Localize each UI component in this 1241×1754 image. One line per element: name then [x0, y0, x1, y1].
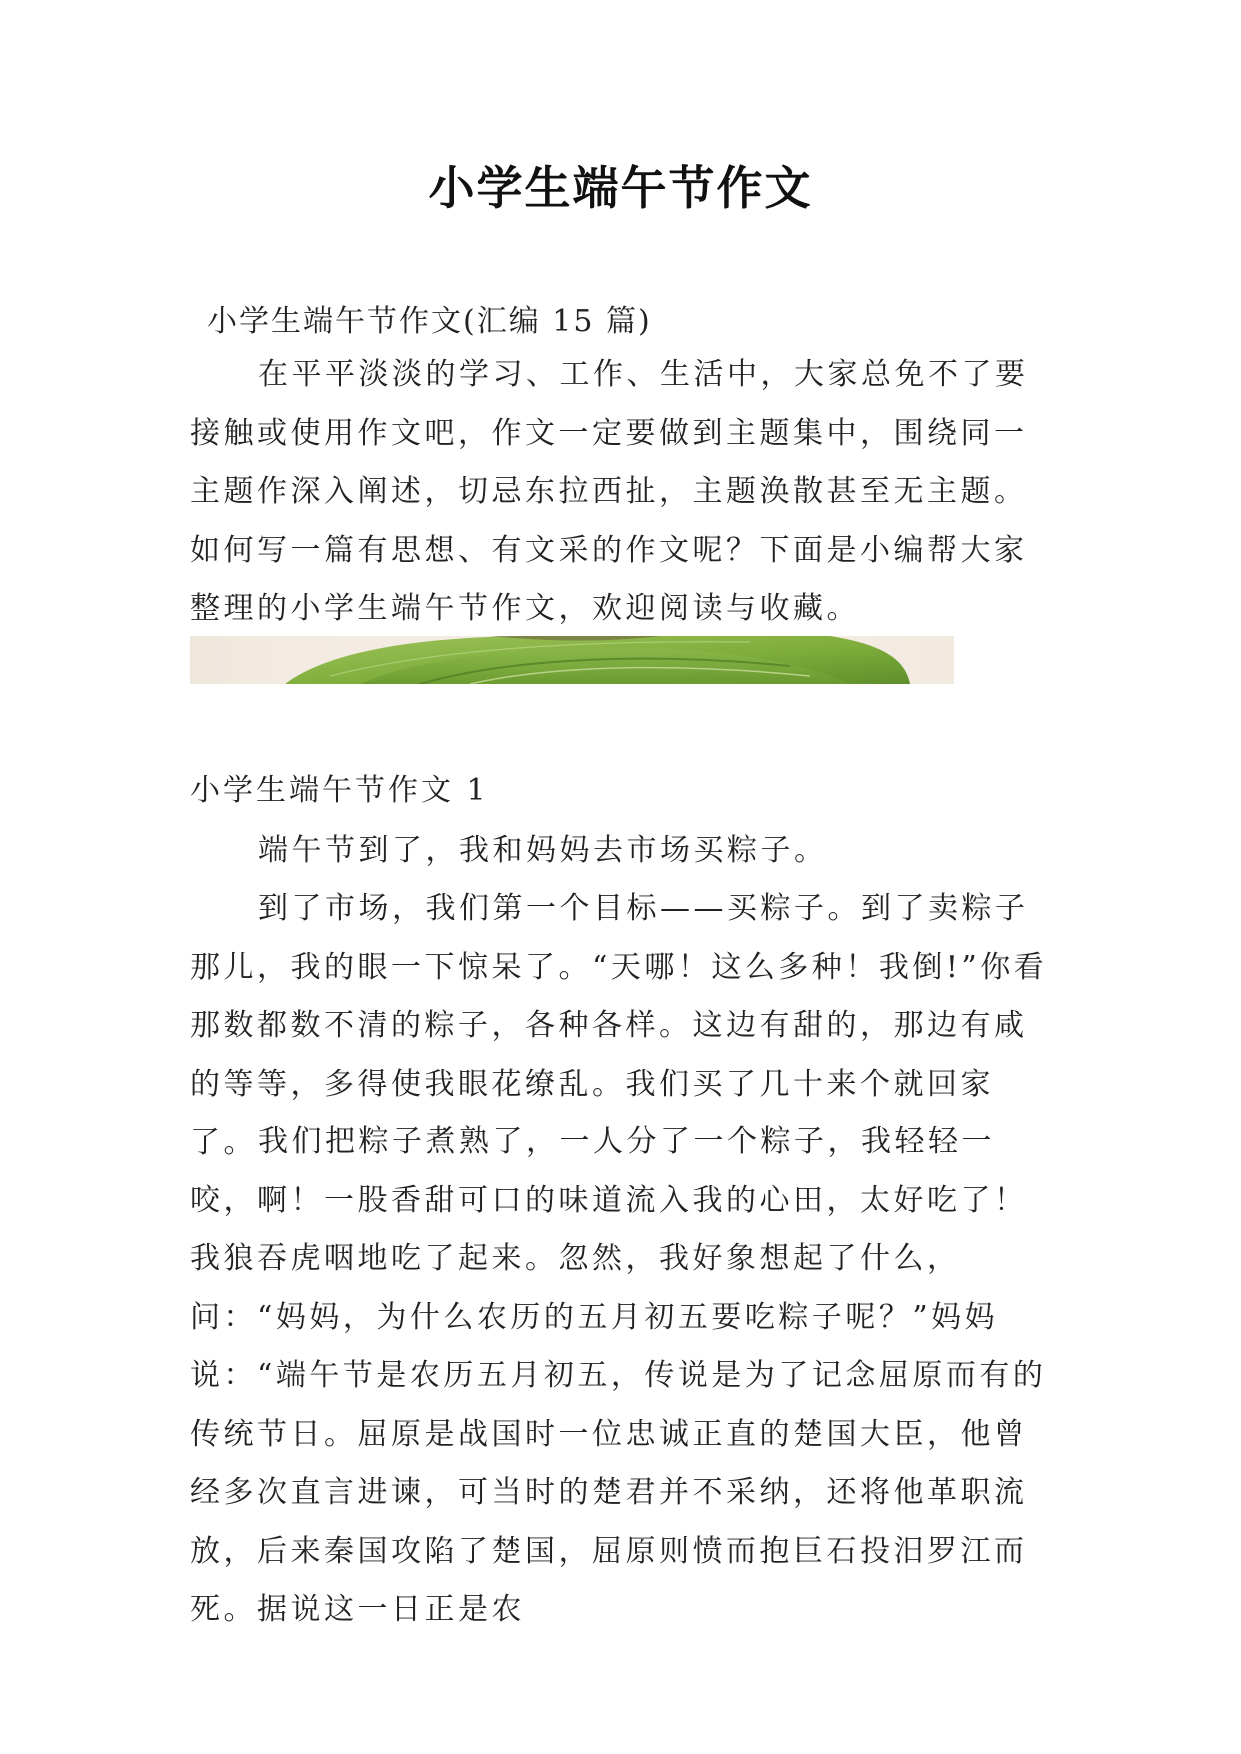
essay-paragraph: 我们把粽子煮熟了，一人分了一个粽子，我轻轻一咬，啊！一股香甜可口的味道流入我的心田，太好吃了！我狼吞虎咽地吃了起来。忽然，我好象想起了什么，问：“妈妈，为什么农历的五月初五要吃粽子呢？”妈妈说：“端午节是农历五月初五，传说是为了记念屈原而有的传统节日。屈原是战国时一位忠诚正直的楚国大臣，他曾经多次直言进谏，可当时的楚君并不采纳，还将他革职流放，后来秦国攻陷了楚国，屈原则愤而抱巨石投汨罗江而死。据说这一日正是农 [190, 1124, 1047, 1627]
section-heading: 小学生端午节作文 1 [190, 773, 489, 808]
bamboo-leaf-illustration [190, 636, 954, 684]
document-subtitle: 小学生端午节作文(汇编 15 篇) [207, 304, 652, 339]
page-title: 小学生端午节作文 [428, 161, 813, 215]
essay-paragraph: 到了市场，我们第一个目标——买粽子。到了卖粽子那儿，我的眼一下惊呆了。“天哪！这么多种！我倒!”你看那数都数不清的粽子，各种各样。这边有甜的，那边有咸的等等，多得使我眼花缭乱。我们买了几十来个就回家了。 [190, 891, 1048, 1160]
zongzi-banner-image [190, 636, 954, 684]
essay-paragraph: 端午节到了，我和妈妈去市场买粽子。 [258, 833, 828, 868]
intro-paragraph: 在平平淡淡的学习、工作、生活中，大家总免不了要接触或使用作文吧，作文一定要做到主题集中，围绕同一主题作深入阐述，切忌东拉西扯，主题涣散甚至无主题。如何写一篇有思想、有文采的作文呢？下面是小编帮大家整理的小学生端午节作文，欢迎阅读与收藏。 [190, 357, 1029, 626]
